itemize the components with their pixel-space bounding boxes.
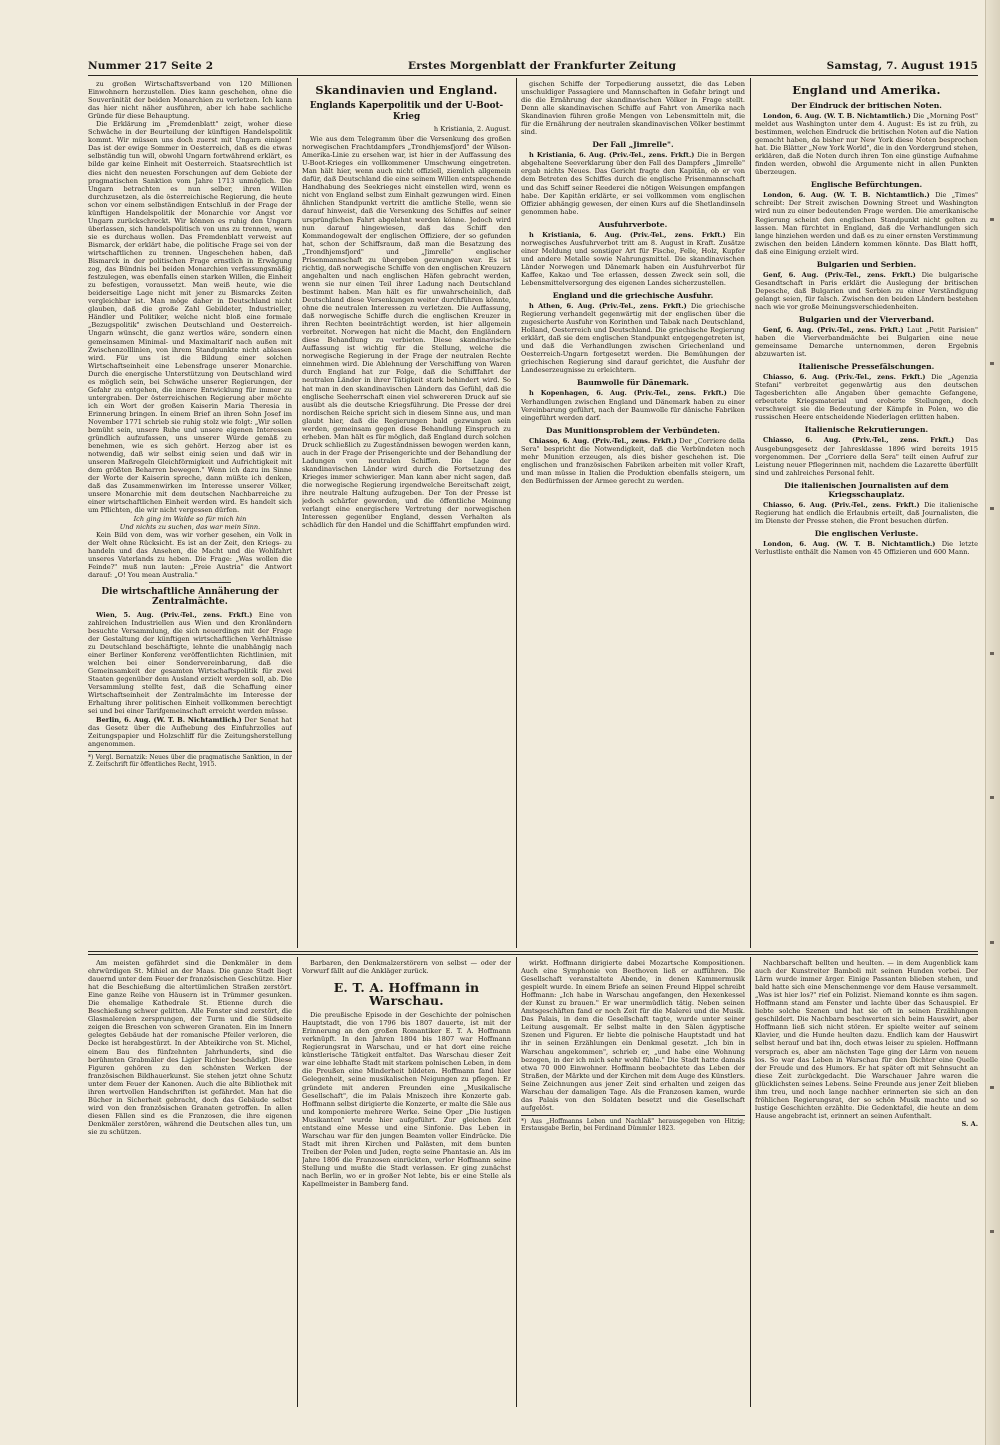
article-text: Nachbarschaft bellten und heulten. — in dem Augenblick kam auch der Kunstreiter Bamboli mit seinen Hunden vorbei. Der Lärm wurde immer ärger. Einige Passanten blieben stehen, und bald hatte sich eine Menschenmenge vor dem Hause versammelt. „Was ist hier los?" rief ein Polizist. Niemand konnte es ihm sagen. Hoffmann stand am Fenster und lachte über das Schauspiel. Er liebte solche Szenen und hat sie oft in seinen Erzählungen geschildert. Die Nachbarn beschwerten sich beim Hauswirt, aber Hoffmann ließ sich nicht stören. Er spielte weiter auf seinem Klavier, und die Hunde heulten dazu. Endlich kam der Hauswirt selbst herauf und bat ihn, doch etwas leiser zu spielen. Hoffmann versprach es, aber am nächsten Tage ging der Lärm von neuem los. So war das Leben in Warschau für den Dichter eine Quelle der Freude und des Humors. Er hat später oft mit Sehnsucht an diese Zeit zurückgedacht. Die Warschauer Jahre waren die glücklichsten seines Lebens. Seine Freunde aus jener Zeit blieben ihm treu, und noch lange nachher erinnerten sie sich an den fröhlichen Regierungsrat, der so schön Musik machte und so lustige Geschichten erzählte. Die Gedenktafel, die heute an dem Hause angebracht ist, erinnert an seinen Aufenthalt. <box>755 959 978 1120</box>
dateline: London, 6. Aug. (W. T. B. Nichtamtlich.) <box>763 112 911 120</box>
headline: Skandinavien und England. <box>315 83 498 97</box>
article-text: Laut „Petit Parisien" haben die Vierverbandmächte bei Bulgarien eine neue gemeinsame Demarche unternommen, deren Ergebnis abzuwarten ist. <box>755 325 978 359</box>
article-text: Die in Bergen abgehaltene Seeverklarung über den Fall des Dampfers „Jimrelle" ergab nichts Neues. Das Gericht fragte den Kapitän, ob er von dem Betreten des Schiffes durch die englische Prisenmannschaft und das Schiff seiner Reederei die nötigen Weisungen empfangen habe. Der Kapitän erklärte, er sei vollkommen vom englischen Offizier abhängig gewesen, der einen Kurs auf die Shetlandinseln genommen habe. <box>521 151 745 216</box>
article-text: Die letzte Verlustliste enthält die Namen von 45 Offizieren und 600 Mann. <box>755 539 978 556</box>
page-number: Nummer 217 Seite 2 <box>88 60 214 72</box>
feuilleton-column-1 <box>88 959 292 1407</box>
column-rule <box>516 957 517 1407</box>
headline: Das Munitionsproblem der Verbündeten. <box>546 425 720 435</box>
dateline: h Kristiania, 6. Aug. (Priv.-Tel., zens. Frkft.) <box>529 230 726 239</box>
article-text: wirkt. Hoffmann dirigierte dabei Mozartsche Kompositionen. Auch eine Symphonie von Beethoven ließ er aufführen. Die Gesellschaft veranstaltete Abende, in denen Kammermusik gespielt wurde. In einem Briefe an seinen Freund Hippel schreibt Hoffmann: „Ich habe in Warschau angefangen, den Hexenkessel der Kunst zu brauen." Er war unermüdlich tätig. Neben seinen Amtsgeschäften fand er noch Zeit für die Malerei und die Musik. Das Palais, in dem die Gesellschaft tagte, wurde unter seiner Leitung ausgemalt. Er selbst malte in den Sälen ägyptische Szenen und Figuren. Er liebte die polnische Hauptstadt und hat ihr in seinen Erzählungen ein Denkmal gesetzt. „Ich bin in Warschau angekommen", schrieb er, „und habe eine Wohnung bezogen, in der ich mich sehr wohl fühle." Die Stadt hatte damals etwa 70 000 Einwohner. Hoffmann beobachtete das Leben der Straßen, der Märkte und der Kirchen mit dem Auge des Künstlers. Seine Zeichnungen aus jener Zeit sind erhalten und zeigen das Warschau der damaligen Tage. Als die Franzosen kamen, wurde das Palais von den Soldaten besetzt und die Gesellschaft aufgelöst. <box>521 959 745 1112</box>
separator <box>149 582 231 583</box>
subheadline: Englands Kaperpolitik und der U-Boot-Krieg <box>309 101 504 122</box>
article-text: Das Ausgebungsgesetz der Jahresklasse 1896 wird bereits 1915 vorgenommen. Der „Corriere della Sera" teilt einen Aufruf zur Leistung neuer Pflegerinnen mit, nachdem die Lazarette überfüllt sind und zahlreiches Personal fehlt. <box>755 436 978 477</box>
feuilleton-column-2 <box>302 959 511 1407</box>
dateline: Genf, 6. Aug. (Priv.-Tel., zens. Frkft.) <box>763 270 916 279</box>
article-text: Die preußische Episode in der Geschichte der polnischen Hauptstadt, die von 1796 bis 1807 dauerte, ist mit der Erinnerung an den großen Romantiker E. T. A. Hoffmann verknüpft. In den Jahren 1804 bis 1807 war Hoffmann Regierungsrat in Warschau, und er hat dort eine reiche künstlerische Tätigkeit entfaltet. Das Warschau dieser Zeit war eine lebhafte Stadt mit starkem polnischen Leben, in dem die Preußen eine Minderheit bildeten. Hoffmann fand hier Gelegenheit, seine musikalischen Neigungen zu pflegen. Er gründete mit anderen Freunden eine „Musikalische Gesellschaft", die im Palais Mniszech ihre Konzerte gab. Hoffmann selbst dirigierte die Konzerte, er malte die Säle aus und komponierte mehrere Werke. Seine Oper „Die lustigen Musikanten" wurde hier aufgeführt. Zur gleichen Zeit entstand eine Messe und eine Sinfonie. Das Leben in Warschau war für den jungen Beamten voller Eindrücke. Die Stadt mit ihren Kirchen und Palästen, mit dem bunten Treiben der Polen und Juden, regte seine Phantasie an. Als im Jahre 1806 die Franzosen einrückten, verlor Hoffmann seine Stellung und mußte die Stadt verlassen. Er ging zunächst nach Berlin, wo er in großer Not lebte, bis er eine Stelle als Kapellmeister in Bamberg fand. <box>302 1011 511 1189</box>
poem-line: Und nichts zu suchen, das war mein Sinn. <box>119 522 261 531</box>
article-text: Eine von zahlreichen Industriellen aus Wien und den Kronländern besuchte Versammlung, die sich neuerdings mit der Frage der Gestaltung der künftigen wirtschaftlichen Verhältnisse zu Deutschland beschäftigte, lehnte die unabhängig nach einer Berliner Konferenz veröffentlichten Richtlinien, mit welchen bei einer Sondervereinbarung, daß die Gemeinsamkeit der gesamten Wirtschaftspolitik für zwei Staaten gegenüber dem Ausland erzielt werden soll, ab. Die Versammlung stellte fest, daß die Schaffung einer Wirtschaftseinheit der Zentralmächte im Interesse der Erhaltung ihrer politischen Einheit vollkommen berechtigt sei und bei einer Tarifgemeinschaft erreicht werden müsse. <box>88 610 292 716</box>
headline: Die italienischen Journalisten auf dem Kriegsschauplatz. <box>784 480 949 499</box>
dateline: h Kristiania, 6. Aug. (Priv.-Tel., zens. Frkft.) <box>529 151 695 160</box>
feuilleton-column-4 <box>755 959 978 1407</box>
feuilleton-rule <box>88 954 978 955</box>
article-text: Die Erklärung im „Fremdenblatt" zeigt, woher diese Schwäche in der Beurteilung der künftigen Handelspolitik kommt. Wir müssen uns doch zuerst mit Ungarn einigen! Das ist der ewige Sommer in Oesterreich, daß es die etwas selbständig tun will, obwohl Ungarn fortwährend erklärt, es bilde gar keine Einheit mit Oesterreich. Staatsrechtlich ist dies nicht den neuesten Forschungen auf dem Gebiete der pragmatischen Sanktion vom Jahre 1713 unmöglich. Die Ungarn betrachten es nun selber, ihren Willen durchzusetzen, als die österreichische Regierung, die heute schon vor einem selbständigen Entschluß in der Frage der künftigen Handelspolitik der Monarchie vor Angst vor Ungarn zurückschreckt. Wir können es ruhig den Ungarn überlassen, sich handelspolitisch von uns zu trennen, wenn sie es durchaus wollen. Das Fremdenblatt verweist auf Bismarck, der erklärt habe, die politische Frage sei von der wirtschaftlichen zu trennen. Ungeschehen haben, daß Bismarck in der politischen Frage ernstlich in Erwägung zog, das Bündnis bei beiden Monarchien verfassungsmäßig festzulegen, was ebenfalls einen starken Willen, die Einheit zu befestigen, voraussetzt. Man weiß heute, wie die beiderseitige Lage nicht mit jener zu Bismarcks Zeiten vergleichbar ist. Man möge daher in Deutschland nicht glauben, daß die große Zahl Gebildeter, Industrieller, Händler und Politiker, welche nicht bloß eine formale „Bezugspolitik" zwischen Deutschland und Oesterreich-Ungarn wünscht, die ganz wertlos wäre, sondern einen gemeinsamen Minimal- und Maximaltarif nach außen mit Zwischenzolllinien, von ihrem Standpunkte nicht ablassen wird. Für uns ist die Bildung einer solchen Wirtschaftseinheit eine Lebensfrage unserer Monarchie. Durch die energische Unterstützung von Deutschland wird es möglich sein, bei Schwäche unserer Regierungen, der Gefahr zu entgehen, die innere Entwicklung für immer zu untergraben. Der österreichischen Regierung aber möchte ich ein Wort der großen Kaiserin Maria Theresia in Erinnerung bringen. In einem Brief an ihren Sohn Josef im November 1771 schrieb sie ruhig stolz wie folgt: „Wir sollen bemüht sein, unsere Ruhe und unsere eigenen Interessen gründlich aufzufassen, uns unserer Würde gemäß zu benehmen, wie es sich gehört. Herzog aber ist es notwendig, daß wir selbst einig seien und daß wir in unseren Maßregeln Gleichförmigkeit und Aufrichtigkeit mit dem größten Beharren bewegen." Wenn ich dazu im Sinne der Worte der Kaiserin spreche, dann müßte ich denken, daß das Zusammenwirken im Interesse unserer Völker, unsere Monarchie mit dem deutschen Nachbarreiche zu einer wirtschaftlichen Einheit werden wird. Es handelt sich um Pflichten, die wir nicht vergessen dürfen. <box>88 120 292 515</box>
headline: Bulgarien und der Vierverband. <box>798 314 935 324</box>
header-rule <box>88 75 978 76</box>
article-text: Der „Corriere della Sera" bespricht die Notwendigkeit, daß die Verbündeten noch mehr Munition erzeugen, als dies bisher geschehen ist. Die englischen und französischen Fabriken arbeiten mit voller Kraft, und man müsse in Italien die Produktion ebenfalls steigern, um den Bedürfnissen der Armee gerecht zu werden. <box>521 436 745 485</box>
headline: Italienische Rekrutierungen. <box>804 425 929 435</box>
article-text: gischen Schiffe der Torpedierung aussetzt, die das Leben unschuldiger Passagiere und Mannschaften in Gefahr bringt und die die Ernährung der skandinavischen Völker in Frage stellt. Denn alle skandinavischen Schiffe auf Fahrt von Amerika nach Skandinavien führen große Mengen von Lebensmitteln mit, die für die Ernährung der neutralen skandinavischen Völker bestimmt sind. <box>521 80 745 137</box>
footnote: *) Aus „Hoffmanns Leben und Nachlaß" herausgegeben von Hitzig; Erstausgabe Berlin, bei Ferdinand Dümmler 1823. <box>521 1115 745 1133</box>
headline: Italienische Pressefälschungen. <box>798 362 935 372</box>
column-rule <box>750 78 751 948</box>
page-edge <box>985 0 1000 1445</box>
column-rule <box>516 78 517 948</box>
headline: Bulgarien und Serbien. <box>816 259 917 269</box>
headline: England und die griechische Ausfuhr. <box>552 291 714 301</box>
headline: Ausfuhrverbote. <box>598 219 668 229</box>
dateline: Chiasso, 6. Aug. (Priv.-Tel., zens. Frkft.) <box>763 436 955 445</box>
column-3 <box>521 80 745 948</box>
article-text: Die „Morning Post" meldet aus Washington unter dem 4. August: Es ist zu früh, zu bestimmen, welchen Eindruck die britischen Noten auf die Nation gemacht haben, da bisher nur New York diese Noten besprochen hat. Die Blätter „New York World", die in den Vordergrund stehen, erklären, daß die Noten durch ihren Ton eine günstige Aufnahme finden werden, obwohl die Argumente nicht in allen Punkten überzeugen. <box>755 112 978 177</box>
column-rule <box>297 957 298 1407</box>
dateline: Chiasso, 6. Aug. (Priv.-Tel., zens. Frkft.) <box>763 500 920 509</box>
dateline: Berlin, 6. Aug. (W. T. B. Nichtamtlich.) <box>96 715 242 724</box>
headline: E. T. A. Hoffmann in Warschau. <box>333 980 480 1009</box>
author-signature: S. A. <box>961 1119 978 1128</box>
dateline: Chiasso, 6. Aug. (Priv.-Tel., zens. Frkft.) <box>763 373 926 382</box>
headline: England und Amerika. <box>792 83 941 97</box>
article-text: Ein norwegisches Ausfuhrverbot tritt am 8. August in Kraft. Zusätze einer Meldung und sonstiger Art für Fische, Felle, Holz, Kupfer und andere Metalle sowie Nahrungsmittel. Die skandinavischen Länder Norwegen und Dänemark haben ein Ausfuhrverbot für Kaffee, Kakao und Tee erlassen, dessen Zweck sein soll, die Lebensmittelversorgung des eigenen Landes sicherzustellen. <box>521 230 745 287</box>
article-text: Barbaren, den Denkmalzerstörern von selbst — oder der Vorwurf fällt auf die Ankläger zurück. <box>302 959 511 976</box>
column-rule <box>750 957 751 1407</box>
article-text: Die bulgarische Gesandtschaft in Paris erklärt die Auslegung der britischen Depesche, daß Bulgarien und Serbien zu einer Verständigung gelangt seien, für falsch. Zwischen den beiden Ländern bestehen nach wie vor große Meinungsverschiedenheiten. <box>755 270 978 311</box>
article-text: Am meisten gefährdet sind die Denkmäler in dem ehrwürdigen St. Mihiel an der Maas. Die ganze Stadt liegt dauernd unter dem Feuer der französischen Geschütze. Hier hat die Beschießung die altertümlichen Straßen zerstört. Eine ganze Reihe von Häusern ist in Trümmer gesunken. Die ehemalige Kathedrale St. Etienne durch die Beschießung schwer gelitten. Alle Fenster sind zerstört, die Glasmalereien zersprungen, der Turm und die Südseite zeigen die Breschen von schweren Granaten. Ein im Innern gelegtes Gebäude hat der romanische Pfeiler verloren, die Decke ist herabgestürzt. In der Abteikirche von St. Michel, einem Bau des fünfzehnten Jahrhunderts, sind die berühmten Grabmäler des Ligier Richier beschädigt. Diese Figuren gehören zu den schönsten Werken der französischen Bildhauerkunst. Sie stehen jetzt ohne Schutz unter dem Feuer der Kanonen. Auch die alte Bibliothek mit ihren wertvollen Handschriften ist gefährdet. Man hat die Bücher in Sicherheit gebracht, doch das Gebäude selbst wird von den französischen Granaten getroffen. In allen diesen Fällen sind es die Franzosen, die ihre eigenen Denkmäler zerstören, während die Deutschen alles tun, um sie zu schützen. <box>88 959 292 1136</box>
headline: Baumwolle für Dänemark. <box>577 378 689 388</box>
dateline: h Kristiania, 2. August. <box>433 125 511 133</box>
feuilleton-column-3 <box>521 959 745 1407</box>
feuilleton-rule <box>88 951 978 952</box>
dateline: London, 6. Aug. (W. T. B. Nichtamtlich.) <box>763 539 936 548</box>
article-text: zu großen Wirtschaftsverband von 120 Millionen Einwohnern herzustellen. Dies kann geschehen, ohne die Souveränität der beiden Monarchien zu verletzen. Ich kann das hier nicht näher ausführen, aber ich habe sachliche Gründe für diese Behauptung. <box>88 80 292 121</box>
headline: Der Fall „Jimrelle". <box>592 140 674 150</box>
dateline: London, 6. Aug. (W. T. B. Nichtamtlich.) <box>763 191 930 200</box>
dateline: Genf, 6. Aug. (Priv.-Tel., zens. Frkft.) <box>763 325 904 334</box>
dateline: h Kopenhagen, 6. Aug. (Priv.-Tel., zens. Frkft.) <box>529 389 727 398</box>
newspaper-title: Erstes Morgenblatt der Frankfurter Zeitung <box>408 60 677 72</box>
column-4 <box>755 80 978 948</box>
headline: Die englischen Verluste. <box>814 528 919 538</box>
headline: Die wirtschaftliche Annäherung der Zentralmächte. <box>101 586 279 608</box>
article-text: Die „Times" schreibt: Der Streit zwischen Downing Street und Washington wird nun zu einer bedeutenden Frage werden. Die amerikanische Regierung scheint den englischen Standpunkt nicht gelten zu lassen. Man fürchtet in England, daß die Verhandlungen sich lange hinziehen werden und daß es zu einer ernsten Verstimmung zwischen den beiden Ländern kommen könnte. Das Blatt hofft, daß eine Einigung erzielt wird. <box>755 191 978 256</box>
dateline: Wien, 5. Aug. (Priv.-Tel., zens. Frkft.) <box>96 610 253 619</box>
article-text: Die Verhandlungen zwischen England und Dänemark haben zu einer Vereinbarung geführt, nach der Baumwolle für dänische Fabriken eingeführt werden darf. <box>521 389 745 422</box>
headline: Englische Befürchtungen. <box>810 180 923 190</box>
masthead <box>88 60 978 74</box>
column-1 <box>88 80 292 948</box>
poem-line: Ich ging im Walde so für mich hin <box>133 514 247 523</box>
footnote: *) Vergl. Bernatzik: Neues über die pragmatische Sanktion, in der Z. Zeitschrift für öffentliches Recht, 1915. <box>88 751 292 769</box>
dateline: Chiasso, 6. Aug. (Priv.-Tel., zens. Frkft.) <box>529 436 677 445</box>
article-text: Die „Agenzia Stefani" verbreitet gegenwärtig aus den deutschen Tagesberichten alle Angaben über gemachte Gefangene, erbeutete Kriegsmaterial und eroberte Stellungen, doch verschweigt sie die Bedeutung der Kämpfe in Polen, wo die russischen Heere entscheidende Niederlagen erlitten haben. <box>755 373 978 422</box>
column-rule <box>297 78 298 948</box>
dateline: h Athen, 6. Aug. (Priv.-Tel., zens. Frkft.) <box>529 302 687 311</box>
subheadline: Der Eindruck der britischen Noten. <box>791 101 942 110</box>
article-text: Wie aus dem Telegramm über die Versenkung des großen norwegischen Frachtdampfers „Trondhjemsfjord" der Wilson-Amerika-Linie zu ersehen war, ist hier in der Auffassung des U-Boot-Krieges ein vollkommener Umschwung eingetreten. Man hält hier, wenn auch nicht offiziell, ziemlich allgemein dafür, daß Deutschland die eine seinem Willen entsprechende Handhabung des Seekrieges nicht einstellen wird, wenn es nicht von England selbst zum Einhalt gezwungen wird. Einen ähnlichen Standpunkt vertritt die amtliche Stelle, wenn sie darauf hinweist, daß die Versenkung des Schiffes auf seiner ursprünglichen Fahrt abgelehnt werden könne. Jedoch wird nun darauf hingewiesen, daß das Schiff den Kommandogewalt der englischen Offiziere, der so gefunden hat, schon der Schiffsraum, daß man die Besatzung des „Trondhjemsfjord" und „Jimrelle" englischer Prisenmannschaft zu übergeben gezwungen war. Es ist richtig, daß norwegische Schiffe von den englischen Kreuzern angehalten und nach englischen Häfen gebracht werden, wenn sie nur einen Teil ihrer Ladung nach Deutschland bestimmt haben. Man hält es für unwahrscheinlich, daß Deutschland diese Versenkungen weiter durchführen könnte, ohne die neutralen Interessen zu verletzen. Die Auffassung, daß norwegische Schiffe durch die englischen Kreuzer in ihren Rechten beeinträchtigt werden, ist hier allgemein verbreitet. Norwegen hat nicht die Macht, den Engländern diese Behandlung zu verbieten. Diese skandinavische Auffassung ist wichtig für die Stellung, welche die norwegische Regierung in der Frage der neutralen Rechte einnehmen wird. Die Ablehnung der Verschiffung von Waren durch England hat zur Folge, daß die Schifffahrt der neutralen Länder in ihrer Tätigkeit stark behindert wird. So hat man in den skandinavischen Ländern das Gefühl, daß die englische Seeherrschaft einen viel schwereren Druck auf sie ausübt als die deutsche Kriegsführung. Die Presse der drei nordischen Reiche spricht sich in diesem Sinne aus, und man glaubt hier, daß die Regierungen bald gezwungen sein werden, gemeinsam gegen diese Behandlung Einspruch zu erheben. Man hält es für möglich, daß England durch solchen Druck schließlich zu Zugeständnissen bewogen werden kann, auch in der Frage der Prisengerichte und der Behandlung der Ladungen von neutralen Schiffen. Die Lage der skandinavischen Länder wird durch die Fortsetzung des Krieges immer schwieriger. Man kann aber nicht sagen, daß die norwegische Regierung irgendwelche Bereitschaft zeigt, ihre neutrale Haltung aufzugeben. Der Ton der Presse ist jedoch schärfer geworden, und die öffentliche Meinung verlangt eine energischere Vertretung der norwegischen Interessen gegenüber England, dessen Verhalten als schädlich für den Handel und die Schifffahrt empfunden wird. <box>302 135 511 530</box>
article-text: Die italienische Regierung hat endlich die Erlaubnis erteilt, daß Journalisten, die im Dienste der Presse stehen, die Front besuchen dürfen. <box>755 500 978 525</box>
issue-date: Samstag, 7. August 1915 <box>826 60 978 72</box>
article-text: Kein Bild von dem, was wir vorher gesehen, ein Volk in der Welt ohne Rücksicht. Es ist an der Zeit, den Kriegs- zu handeln und das Ansehen, die Macht und die Wohlfahrt unseres Vaterlands zu heben. Die Frage: „Was wollen die Feinde?" muß nun lauten: „Freie Austria" die Antwort darauf: „O! You mean Australia." <box>88 530 292 579</box>
column-2 <box>302 80 511 948</box>
article-text: Der Senat hat das Gesetz über die Aufhebung des Einfuhrzolles auf Zeitungspapier und Holzschliff für die Zeitungsherstellung angenommen. <box>88 715 292 748</box>
article-text: Die griechische Regierung verhandelt gegenwärtig mit der englischen über die zugesicherte Ausfuhr von Korinthen und Tabak nach Deutschland, Holland, Oesterreich und Deutschland. Die griechische Regierung erklärt, daß sie dem englischen Standpunkt entgegengetreten ist, und daß die Verhandlungen zwischen Griechenland und Oesterreich-Ungarn fortgesetzt werden. Die Bemühungen der griechischen Regierung sind darauf gerichtet, die Ausfuhr der Landeserzeugnisse zu erleichtern. <box>521 302 745 375</box>
